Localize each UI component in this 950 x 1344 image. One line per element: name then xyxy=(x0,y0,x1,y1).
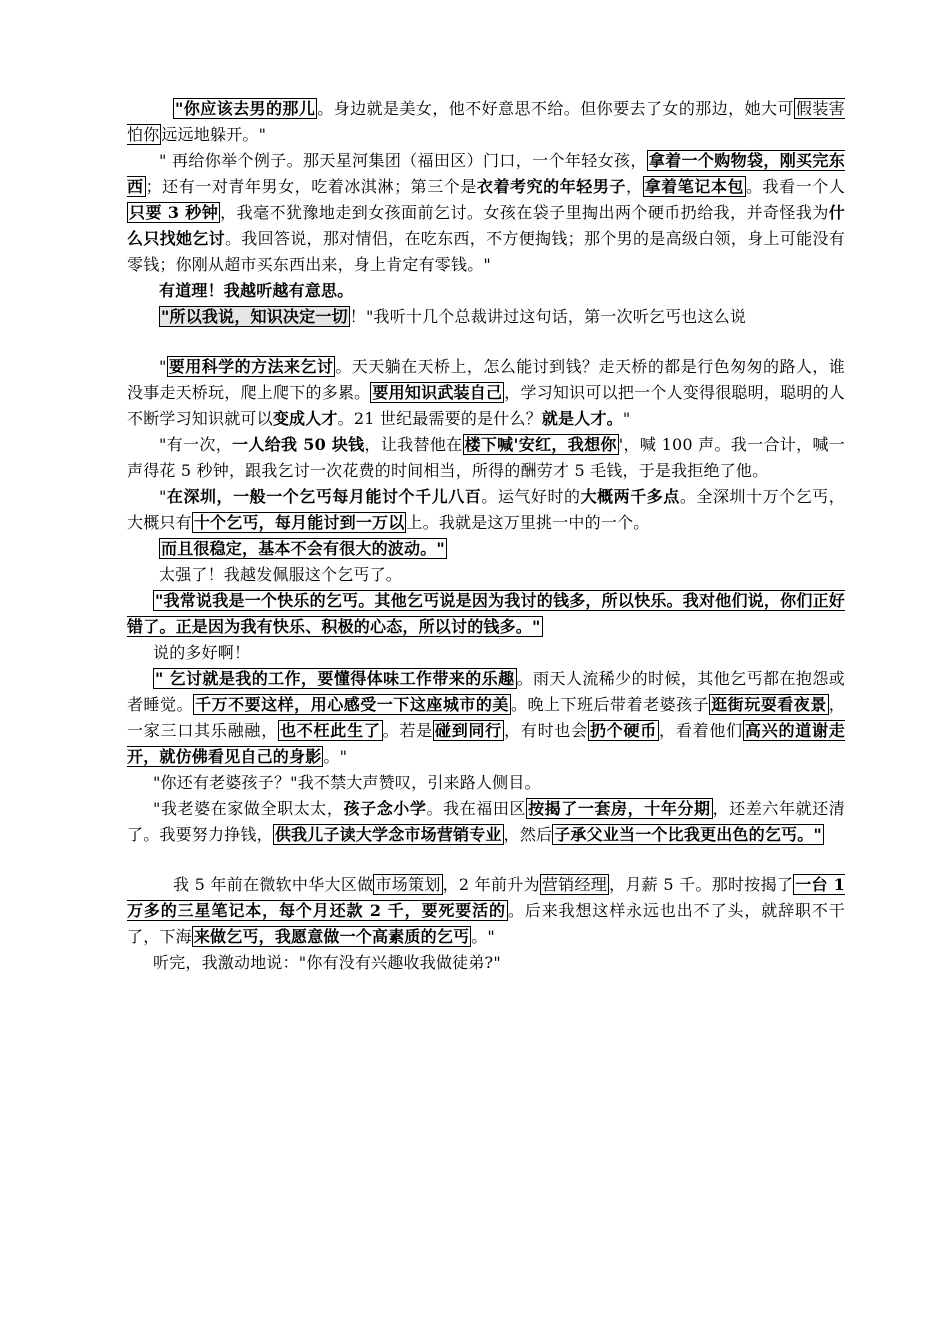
boxed-phrase: 逛街玩耍看夜景 xyxy=(711,695,827,714)
text-run: "我老婆在家做全职太太， xyxy=(153,799,344,818)
boxed-phrase: 千万不要这样，用心感受一下这座城市的美 xyxy=(195,695,509,714)
paragraph-4 xyxy=(127,304,845,330)
text-run: " 再给你举个例子。那天星河集团（福田区）门口，一个年轻女孩， xyxy=(159,151,647,170)
boxed-phrase: "你应该去男的那儿 xyxy=(175,99,316,118)
bold-phrase: 一人给我 50 块钱 xyxy=(232,435,365,454)
paragraph-6 xyxy=(127,432,845,484)
text-run: ，2 年前升为 xyxy=(442,875,540,894)
paragraph-13: "你还有老婆孩子？"我不禁大声赞叹，引来路人侧目。 xyxy=(153,773,541,792)
text-run: 。我在福田区 xyxy=(426,799,527,818)
boxed-phrase: 拿着笔记本包 xyxy=(644,177,744,196)
boxed-phrase: 供我儿子读大学念市场营销专业 xyxy=(274,825,502,844)
text-run: 。我回答说，那对情侣，在吃东西，不方便掏钱；那个男的是高级白领，身上可能没有零钱；你刚从超市买东西出来，身上肯定有零钱。" xyxy=(127,229,846,274)
paragraph-12 xyxy=(127,666,845,770)
boxed-phrase: 要用科学的方法来乞讨 xyxy=(168,357,334,376)
text-run: ，有时也会 xyxy=(504,721,588,740)
paragraph-8 xyxy=(127,536,845,562)
text-run: 。身边就是美女，他不好意思不给。但你要去了女的那边，她大可 xyxy=(317,99,794,118)
boxed-phrase: 而且很稳定，基本不会有很大的波动。" xyxy=(161,539,445,558)
text-run: " xyxy=(159,487,167,506)
text-run: ，一家三口其乐融融， xyxy=(127,695,845,740)
text-run: ，学习知识可以把一个人变得很聪明，聪明的人不断学习知识就可以 xyxy=(127,383,845,428)
boxed-phrase: 来做乞丐，我愿意做一个高素质的乞丐 xyxy=(193,927,470,946)
boxed-phrase: 市场策划 xyxy=(375,875,441,894)
text-run: ， xyxy=(626,177,643,196)
boxed-phrase: 子承父业当一个比我更出色的乞丐。" xyxy=(554,825,822,844)
paragraph-14 xyxy=(127,796,845,848)
text-run: ，还差六年就还清了。我要努力挣钱， xyxy=(127,799,846,844)
highlighted-boxed-phrase: "所以我说，知识决定一切 xyxy=(161,307,348,326)
text-run: ，月薪 5 千。那时按揭了 xyxy=(609,875,794,894)
paragraph-11: 说的多好啊！ xyxy=(153,643,251,662)
text-run: ，我毫不犹豫地走到女孩面前乞讨。女孩在袋子里掏出两个硬币扔给我，并奇怪我为 xyxy=(220,203,829,222)
text-run: " xyxy=(159,357,167,376)
boxed-phrase: 楼下喊'安红，我想你 xyxy=(464,435,617,454)
boxed-phrase: 要用知识武装自己 xyxy=(372,383,503,402)
boxed-phrase: " 乞讨就是我的工作，要懂得体味工作带来的乐趣 xyxy=(155,669,515,688)
paragraph-1 xyxy=(127,96,845,148)
text-run: 。21 世纪最需要的是什么？ xyxy=(337,409,542,428)
boxed-phrase: 拿着一个购物袋，刚买完东西 xyxy=(127,151,845,196)
boxed-phrase: 营销经理 xyxy=(541,875,608,894)
boxed-phrase: 十个乞丐，每月能讨到一万以 xyxy=(193,513,405,532)
text-run: 。全深圳十万个乞丐，大概只有 xyxy=(127,487,845,532)
boxed-phrase: 假装害怕你 xyxy=(127,99,845,144)
text-run: 。我看一个人 xyxy=(745,177,846,196)
text-run: ，看着他们 xyxy=(659,721,743,740)
text-run: '，喊 100 声。我一合计，喊一声得花 5 秒钟，跟我乞讨一次花费的时间相当，所得的酬劳才 5 毛钱，于是我拒绝了他。 xyxy=(127,435,845,480)
text-run: 。晚上下班后带着老婆孩子 xyxy=(510,695,710,714)
text-run: 。" xyxy=(471,927,495,946)
paragraph-2 xyxy=(127,148,845,278)
boxed-phrase: "我常说我是一个快乐的乞丐。其他乞丐说是因为我讨的钱多，所以快乐。我对他们说，你们正好错了。正是因为我有快乐、积极的心态，所以讨的钱多。" xyxy=(127,591,845,636)
boxed-phrase: 也不枉此生了 xyxy=(279,721,381,740)
text-run: 。" xyxy=(323,747,348,766)
paragraph-10 xyxy=(127,588,845,640)
bold-phrase: 衣着考究的年轻男子 xyxy=(476,177,626,196)
boxed-phrase: 高兴的道谢走开，就仿佛看见自己的身影 xyxy=(127,721,845,766)
paragraph-16: 听完，我激动地说："你有没有兴趣收我做徒弟?" xyxy=(153,953,501,972)
bold-phrase: 大概两千多点 xyxy=(580,487,680,506)
boxed-phrase: 碰到同行 xyxy=(434,721,503,740)
text-run: ！"我听十几个总裁讲过这句话，第一次听乞丐也这么说 xyxy=(349,307,747,326)
bold-phrase: 在深圳，一般一个乞丐每月能讨个千儿八百 xyxy=(166,487,482,506)
bold-phrase: 就是人才。 xyxy=(541,409,623,428)
text-run: 上。我就是这万里挑一中的一个。 xyxy=(406,513,650,532)
text-run: 。天天躺在天桥上，怎么能讨到钱？走天桥的都是行色匆匆的路人，谁没事走天桥玩，爬上爬下的多累。 xyxy=(127,357,845,402)
paragraph-15 xyxy=(127,872,845,950)
boxed-phrase: 一台 1 万多的三星笔记本，每个月还款 2 千，要死要活的 xyxy=(127,875,845,920)
boxed-phrase: 按揭了一套房，十年分期 xyxy=(528,799,711,818)
text-run: "有一次， xyxy=(159,435,233,454)
text-run: 远远地躲开。" xyxy=(161,125,267,144)
bold-phrase: 孩子念小学 xyxy=(343,799,427,818)
boxed-phrase: 扔个硬币 xyxy=(589,721,658,740)
bold-phrase: 变成人才 xyxy=(272,409,338,428)
text-run: 。运气好时的 xyxy=(481,487,581,506)
bold-phrase: 什么只找她乞讨 xyxy=(127,203,845,248)
paragraph-9: 太强了！我越发佩服这个乞丐了。 xyxy=(159,565,403,584)
text-run: 。若是 xyxy=(382,721,433,740)
document-body xyxy=(127,96,845,976)
paragraph-7 xyxy=(127,484,845,536)
paragraph-5 xyxy=(127,354,845,432)
text-run: 。后来我想这样永远也出不了头，就辞职不干了，下海 xyxy=(127,901,845,946)
text-run: ，然后 xyxy=(503,825,553,844)
text-run: 。雨天人流稀少的时候，其他乞丐都在抱怨或者睡觉。 xyxy=(127,669,845,714)
paragraph-3: 有道理！我越听越有意思。 xyxy=(159,281,354,300)
text-run: ；还有一对青年男女，吃着冰淇淋；第三个是 xyxy=(145,177,477,196)
text-run: ，让我替他在 xyxy=(364,435,463,454)
boxed-phrase: 只要 3 秒钟 xyxy=(129,203,219,222)
text-run: " xyxy=(622,409,631,428)
text-run: 我 5 年前在微软中华大区做 xyxy=(173,875,374,894)
